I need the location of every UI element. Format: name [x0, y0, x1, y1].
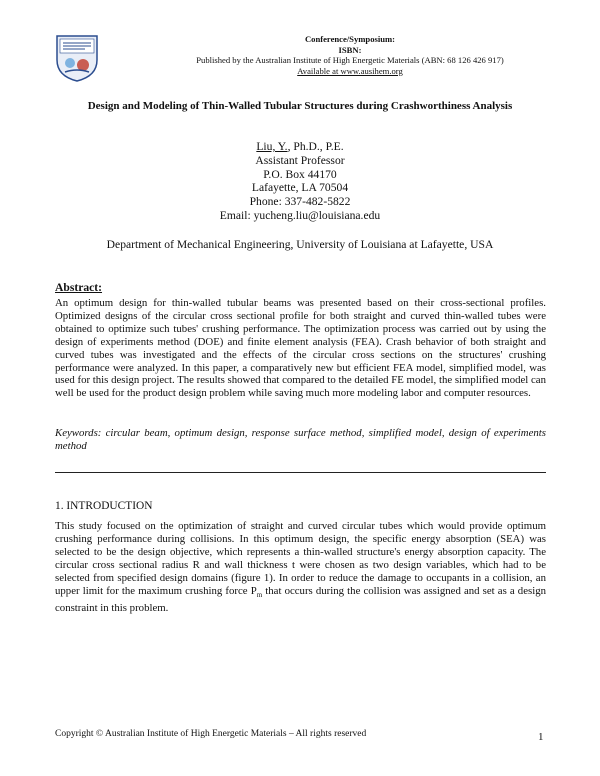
conference-label: Conference/Symposium: — [304, 34, 396, 44]
isbn-label: ISBN: — [338, 44, 362, 55]
author-position: Assistant Professor — [255, 153, 345, 167]
author-name-line — [0, 140, 600, 154]
paper-title: Design and Modeling of Thin-Walled Tubular Structures during Crashworthiness Analysis — [87, 100, 513, 112]
author-name[interactable]: Liu, Y. — [256, 140, 288, 153]
publisher-line: Published by the Australian Institute of High Energetic Materials (ABN: 68 126 426 917) — [196, 55, 504, 65]
introduction-text — [55, 520, 546, 615]
intro-subscript: m — [256, 590, 263, 599]
author-email[interactable]: Email: yucheng.liu@louisiana.edu — [219, 208, 381, 222]
page-number: 1 — [538, 731, 544, 743]
author-credentials: , Ph.D., P.E. — [287, 140, 344, 153]
author-block — [0, 140, 600, 223]
copyright-footer: Copyright © Australian Institute of High Energetic Materials – All rights reserved — [55, 729, 367, 739]
section-divider — [55, 472, 546, 473]
author-po-box: P.O. Box 44170 — [263, 167, 337, 181]
abstract-text: An optimum design for thin-walled tubular beams was presented based on their cross-sectional profiles. Optimized designs of the circular cross sectional profile for both straight and curved thin-walled tubes were obtained to optimize such tubes' crushing performance. The optimization process was carried out by using the design of experiments method (DOE) and finite element analysis (FEA). Crash behavior of both straight and curved tubes was investigated and the effects of the circular cross sections on the structures' crushing performance were analyzed. In this paper, a comparatively new but efficient FEA model, simplified model, was used for this design project. The results showed that compared to the detailed FE model, the simplified model can well be used for the product design problem while saving much more modeling labor and computer resources. — [55, 297, 546, 400]
intro-text-part1: This study focused on the optimization of straight and curved circular tubes which would provide optimum crushing performance during collisions. In this optimum design, the specific energy absorption (SEA) was selected to be the design objective, which represents a thin-walled structure's energy absorption capacity. The circular cross sectional radius R and wall thickness t were chosen as two design variables, which had to be selected from specified design domains (figure 1). In order to reduce the damage to occupants in a collision, an upper limit for the maximum crushing force P — [55, 520, 546, 597]
institute-logo — [55, 34, 99, 82]
keywords: Keywords: circular beam, optimum design, response surface method, simplified model, design of experiments method — [55, 427, 546, 452]
affiliation: Department of Mechanical Engineering, University of Louisiana at Lafayette, USA — [106, 238, 494, 251]
publication-header — [100, 34, 600, 76]
abstract-heading: Abstract: — [55, 281, 103, 294]
availability-link[interactable]: Available at www.ausihem.org — [297, 65, 403, 76]
author-city: Lafayette, LA 70504 — [251, 181, 349, 195]
intro-text-part2: that occurs during the collision was assigned and set as a design constraint in this problem. — [55, 584, 546, 614]
introduction-heading: 1. INTRODUCTION — [55, 500, 153, 512]
author-phone: Phone: 337-482-5822 — [249, 195, 351, 209]
